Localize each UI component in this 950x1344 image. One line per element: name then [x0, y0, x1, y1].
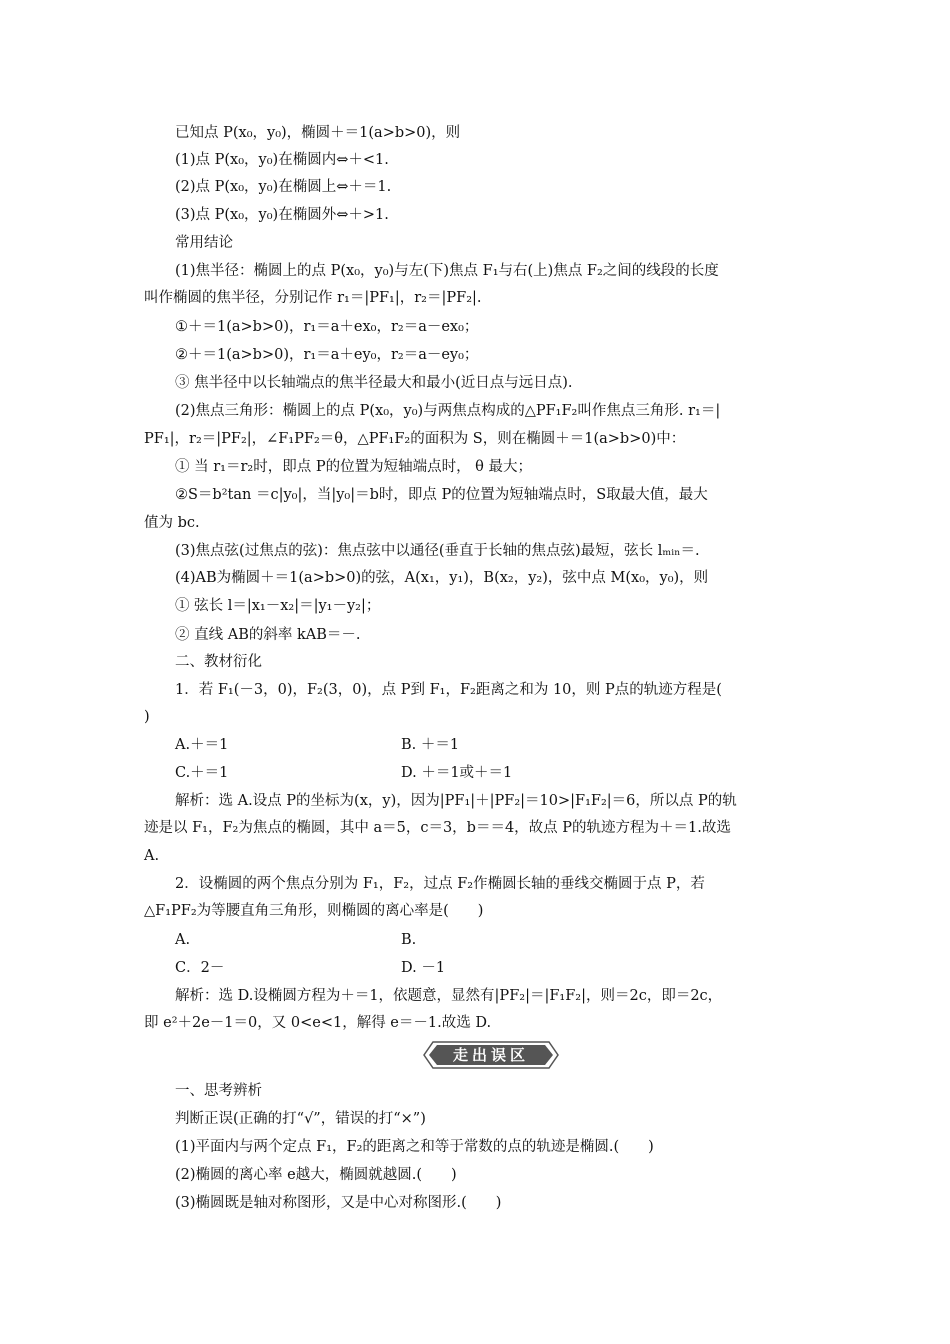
section-heading-textbook: 二、教材衍化	[175, 654, 262, 670]
true-false-instructions: 判断正误(正确的打“√”，错误的打“×”)	[175, 1111, 426, 1127]
focal-chord-line: (3)焦点弦(过焦点的弦)：焦点弦中以通径(垂直于长轴的焦点弦)最短，弦长 lₘᵢₙ＝.	[175, 543, 700, 559]
focal-triangle-line-1: (2)焦点三角形：椭圆上的点 P(x₀，y₀)与两焦点构成的△PF₁F₂叫作焦点三角形. r₁＝|	[175, 403, 721, 419]
focal-triangle-case-2-cont: 值为 bc.	[144, 515, 200, 531]
true-false-item-1: (1)平面内与两个定点 F₁，F₂的距离之和等于常数的点的轨迹是椭圆.( )	[175, 1139, 654, 1155]
q2-solution-line-2: 即 e²＋2e－1＝0，又 0<e<1，解得 e＝－1.故选 D.	[144, 1015, 492, 1031]
focal-radius-case-1: ①＋＝1(a>b>0)，r₁＝a＋ex₀，r₂＝a－ex₀；	[175, 319, 479, 335]
question-1-stem: 1．若 F₁(－3，0)，F₂(3，0)，点 P到 F₁，F₂距离之和为 10，则 P点的轨迹方程是(	[175, 682, 722, 698]
question-2-stem-cont: △F₁PF₂为等腰直角三角形，则椭圆的离心率是( )	[144, 903, 484, 919]
q1-solution-line-2: 迹是以 F₁，F₂为焦点的椭圆，其中 a＝5，c＝3，b＝＝4，故点 P的轨迹方程为＋＝1.故选	[144, 820, 731, 836]
q2-solution-line-1: 解析：选 D.设椭圆方程为＋＝1，依题意，显然有|PF₂|＝|F₁F₂|，则＝2c，即＝2c，	[175, 988, 723, 1004]
point-on-line: (2)点 P(x₀，y₀)在椭圆上⇔＋＝1.	[175, 179, 392, 195]
q1-solution-line-1: 解析：选 A.设点 P的坐标为(x，y)，因为|PF₁|＋|PF₂|＝10>|F₁F₂|＝6，所以点 P的轨	[175, 793, 737, 809]
q2-option-d: D. －1	[401, 960, 446, 976]
chord-slope-line: ② 直线 AB的斜率 kAB＝－.	[175, 627, 361, 643]
true-false-item-2: (2)椭圆的离心率 e越大，椭圆就越圆.( )	[175, 1167, 457, 1183]
focal-radius-line-1: (1)焦半径：椭圆上的点 P(x₀，y₀)与左(下)焦点 F₁与右(上)焦点 F₂之间的线段的长度	[175, 263, 719, 279]
q1-option-a: A.＋＝1	[175, 737, 229, 753]
q1-solution-line-3: A.	[144, 848, 160, 864]
section-heading-reflection: 一、思考辨析	[175, 1083, 262, 1099]
question-2-stem: 2．设椭圆的两个焦点分别为 F₁，F₂，过点 F₂作椭圆长轴的垂线交椭圆于点 P，若	[175, 876, 705, 892]
focal-radius-case-2: ②＋＝1(a>b>0)，r₁＝a＋ey₀，r₂＝a－ey₀；	[175, 347, 479, 363]
question-1-stem-cont: )	[144, 709, 150, 725]
point-inside-line: (1)点 P(x₀，y₀)在椭圆内⇔＋<1.	[175, 152, 389, 168]
focal-radius-line-2: 叫作椭圆的焦半径，分别记作 r₁＝|PF₁|，r₂＝|PF₂|.	[144, 290, 482, 306]
true-false-item-3: (3)椭圆既是轴对称图形，又是中心对称图形.( )	[175, 1195, 502, 1211]
q1-option-d: D. ＋＝1或＋＝1	[401, 765, 513, 781]
point-outside-line: (3)点 P(x₀，y₀)在椭圆外⇔＋>1.	[175, 207, 389, 223]
focal-radius-case-3: ③ 焦半径中以长轴端点的焦半径最大和最小(近日点与远日点).	[175, 375, 573, 391]
known-point-line: 已知点 P(x₀，y₀)，椭圆＋＝1(a>b>0)，则	[175, 125, 461, 141]
section-banner	[423, 1041, 559, 1069]
banner-title: 走出误区	[452, 1046, 529, 1064]
q2-option-b: B.	[401, 932, 417, 948]
section-heading-common-conclusions: 常用结论	[175, 235, 233, 251]
q1-option-b: B. ＋＝1	[401, 737, 460, 753]
q2-option-c: C．2－	[175, 960, 225, 976]
q2-option-a: A.	[175, 932, 191, 948]
chord-ab-line: (4)AB为椭圆＋＝1(a>b>0)的弦，A(x₁，y₁)，B(x₂，y₂)，弦中点 M(x₀，y₀)，则	[175, 570, 709, 586]
focal-triangle-case-2: ②S＝b²tan ＝c|y₀|，当|y₀|＝b时，即点 P的位置为短轴端点时，S取最大值，最大	[175, 487, 708, 503]
q1-option-c: C.＋＝1	[175, 765, 229, 781]
focal-triangle-case-1: ① 当 r₁＝r₂时，即点 P的位置为短轴端点时， θ 最大；	[175, 459, 533, 475]
focal-triangle-line-2: PF₁|，r₂＝|PF₂|，∠F₁PF₂＝θ，△PF₁F₂的面积为 S，则在椭圆＋＝1(a>b>0)中：	[144, 431, 686, 447]
chord-length-line: ① 弦长 l＝|x₁－x₂|＝|y₁－y₂|；	[175, 598, 381, 614]
